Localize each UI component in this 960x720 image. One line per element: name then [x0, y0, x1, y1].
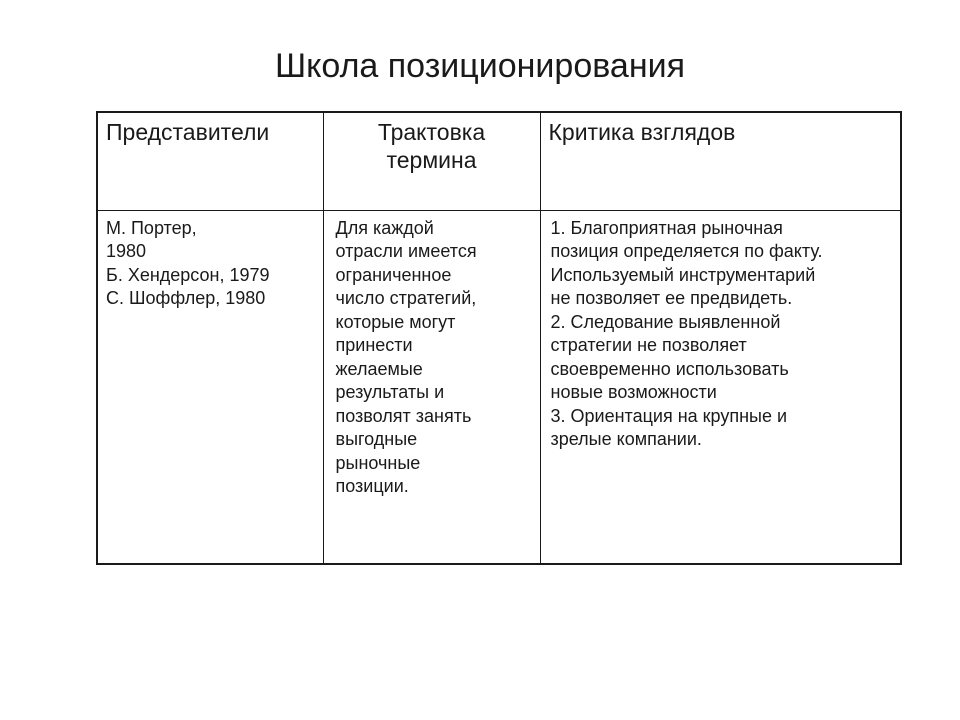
interpretation-line: рыночные	[335, 452, 421, 473]
critique-line: стратегии не позволяет	[550, 335, 747, 355]
interpretation-line: которые могут	[335, 311, 456, 332]
critique-line: 3. Ориентация на крупные и	[550, 405, 788, 426]
interpretation-line: Для каждой	[335, 217, 434, 238]
interpretation-line: выгодные	[335, 429, 418, 449]
interpretation-line: результаты и	[335, 382, 445, 402]
critique-line: не позволяет ее предвидеть.	[550, 288, 793, 308]
header-interpretation	[323, 113, 540, 210]
header-critique: Критика взглядов	[540, 113, 900, 210]
interpretation-line: ограниченное	[335, 264, 452, 285]
critique-line: 1. Благоприятная рыночная	[550, 217, 783, 238]
header-representatives: Представители	[98, 113, 323, 210]
critique-line: новые возможности	[550, 382, 717, 402]
slide-title: Школа позиционирования	[274, 47, 686, 85]
representatives-line: Б. Хендерсон, 1979	[106, 264, 270, 285]
table	[98, 113, 900, 563]
cell-representatives	[98, 210, 323, 563]
critique-line: позиция определяется по факту.	[550, 241, 823, 261]
interpretation-line: отрасли имеется	[335, 241, 477, 261]
interpretation-line: принести	[335, 335, 413, 355]
header-interpretation-text: Трактовка термина	[377, 119, 486, 173]
critique-line: зрелые компании.	[550, 429, 702, 449]
interpretation-line: желаемые	[335, 358, 423, 379]
interpretation-line: позволят занять	[335, 405, 472, 426]
critique-line: Используемый инструментарий	[550, 264, 816, 285]
representatives-line: М. Портер,	[106, 217, 197, 238]
table-row	[98, 210, 900, 563]
cell-interpretation	[323, 210, 540, 563]
representatives-line: С. Шоффлер, 1980	[106, 288, 266, 308]
representatives-line: 1980	[106, 241, 147, 261]
positioning-school-table	[96, 111, 902, 565]
critique-line: своевременно использовать	[550, 358, 789, 379]
interpretation-line: число стратегий,	[335, 288, 477, 308]
interpretation-line: позиции.	[335, 476, 409, 496]
cell-critique	[540, 210, 900, 563]
table-header-row	[98, 113, 900, 210]
critique-line: 2. Следование выявленной	[550, 311, 781, 332]
